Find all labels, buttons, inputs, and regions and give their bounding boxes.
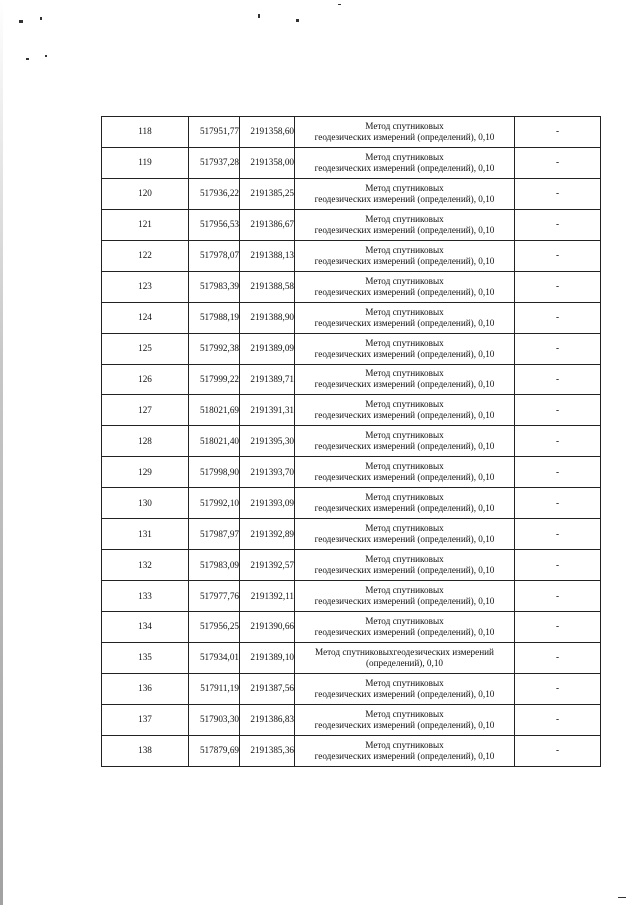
x-coordinate-cell: 517983,09	[189, 550, 240, 581]
x-coordinate-cell: 517956,25	[189, 612, 240, 643]
method-line-2: геодезических измерений (определений), 0,10	[314, 534, 495, 545]
scan-speck	[19, 20, 23, 23]
method-line-1: Метод спутниковых	[365, 213, 444, 224]
note-cell: -	[515, 364, 601, 395]
y-coordinate-cell: 2191386,67	[240, 209, 295, 240]
method-line-2: геодезических измерений (определений), 0,10	[314, 162, 495, 173]
method-cell	[295, 240, 515, 271]
x-coordinate-cell: 517998,90	[189, 457, 240, 488]
method-line-1: Метод спутниковых	[365, 337, 444, 348]
point-number-cell: 128	[102, 426, 189, 457]
point-number-cell: 119	[102, 147, 189, 178]
y-coordinate-cell: 2191392,57	[240, 550, 295, 581]
table-row	[102, 147, 601, 178]
note-cell: -	[515, 240, 601, 271]
x-coordinate-cell: 517936,22	[189, 178, 240, 209]
method-line-1: Метод спутниковых	[365, 554, 444, 565]
y-coordinate-cell: 2191385,36	[240, 735, 295, 766]
method-line-2: геодезических измерений (определений), 0,10	[314, 750, 495, 761]
point-number-cell: 135	[102, 642, 189, 673]
y-coordinate-cell: 2191393,09	[240, 488, 295, 519]
scan-speck	[258, 14, 260, 18]
x-coordinate-cell: 517992,10	[189, 488, 240, 519]
y-coordinate-cell: 2191389,10	[240, 642, 295, 673]
method-cell	[295, 364, 515, 395]
method-line-1: Метод спутниковых	[365, 739, 444, 750]
table-row	[102, 612, 601, 643]
x-coordinate-cell: 517934,01	[189, 642, 240, 673]
table-row	[102, 488, 601, 519]
point-number-cell: 133	[102, 581, 189, 612]
y-coordinate-cell: 2191389,71	[240, 364, 295, 395]
note-cell: -	[515, 117, 601, 148]
table-row	[102, 178, 601, 209]
method-cell	[295, 209, 515, 240]
table-row	[102, 704, 601, 735]
method-cell	[295, 302, 515, 333]
method-cell	[295, 333, 515, 364]
x-coordinate-cell: 517987,97	[189, 519, 240, 550]
note-cell: -	[515, 704, 601, 735]
method-line-2: геодезических измерений (определений), 0,10	[314, 348, 495, 359]
point-number-cell: 125	[102, 333, 189, 364]
scan-speck	[338, 4, 341, 5]
y-coordinate-cell: 2191388,90	[240, 302, 295, 333]
scan-speck	[40, 17, 42, 20]
x-coordinate-cell: 517978,07	[189, 240, 240, 271]
point-number-cell: 121	[102, 209, 189, 240]
method-line-1: Метод спутниковых	[365, 615, 444, 626]
coordinates-table-body	[102, 117, 601, 767]
coordinates-table	[101, 116, 601, 767]
method-line-1: Метод спутниковых	[365, 677, 444, 688]
method-line-1: Метод спутниковых	[365, 708, 444, 719]
method-cell	[295, 395, 515, 426]
y-coordinate-cell: 2191392,11	[240, 581, 295, 612]
table-row	[102, 457, 601, 488]
note-cell: -	[515, 612, 601, 643]
y-coordinate-cell: 2191385,25	[240, 178, 295, 209]
method-cell	[295, 735, 515, 766]
point-number-cell: 134	[102, 612, 189, 643]
note-cell: -	[515, 735, 601, 766]
method-line-2: геодезических измерений (определений), 0,10	[314, 286, 495, 297]
x-coordinate-cell: 518021,69	[189, 395, 240, 426]
table-row	[102, 240, 601, 271]
point-number-cell: 137	[102, 704, 189, 735]
method-cell	[295, 673, 515, 704]
table-row	[102, 302, 601, 333]
method-cell	[295, 178, 515, 209]
point-number-cell: 126	[102, 364, 189, 395]
x-coordinate-cell: 517977,76	[189, 581, 240, 612]
table-row	[102, 117, 601, 148]
point-number-cell: 127	[102, 395, 189, 426]
y-coordinate-cell: 2191391,31	[240, 395, 295, 426]
method-cell	[295, 581, 515, 612]
table-row	[102, 642, 601, 673]
method-line-1: Метод спутниковых	[365, 182, 444, 193]
scan-edge-shadow	[0, 0, 3, 905]
method-line-1: Метод спутниковых	[365, 306, 444, 317]
note-cell: -	[515, 147, 601, 178]
y-coordinate-cell: 2191392,89	[240, 519, 295, 550]
method-line-2: геодезических измерений (определений), 0,10	[314, 379, 495, 390]
method-cell	[295, 488, 515, 519]
method-line-2: геодезических измерений (определений), 0,10	[314, 565, 495, 576]
scan-speck	[296, 19, 299, 22]
table-row	[102, 519, 601, 550]
point-number-cell: 123	[102, 271, 189, 302]
y-coordinate-cell: 2191390,66	[240, 612, 295, 643]
point-number-cell: 122	[102, 240, 189, 271]
table-row	[102, 271, 601, 302]
note-cell: -	[515, 333, 601, 364]
method-cell	[295, 612, 515, 643]
method-cell	[295, 457, 515, 488]
x-coordinate-cell: 517903,30	[189, 704, 240, 735]
table-row	[102, 550, 601, 581]
table-row	[102, 426, 601, 457]
y-coordinate-cell: 2191388,58	[240, 271, 295, 302]
x-coordinate-cell: 517988,19	[189, 302, 240, 333]
method-line-1: Метод спутниковых	[365, 461, 444, 472]
note-cell: -	[515, 178, 601, 209]
point-number-cell: 118	[102, 117, 189, 148]
method-cell	[295, 642, 515, 673]
note-cell: -	[515, 581, 601, 612]
method-line-2: геодезических измерений (определений), 0,10	[314, 410, 495, 421]
method-line-1: Метод спутниковых	[365, 523, 444, 534]
method-cell	[295, 147, 515, 178]
y-coordinate-cell: 2191393,70	[240, 457, 295, 488]
method-line-2: геодезических измерений (определений), 0,10	[314, 688, 495, 699]
method-line-2: геодезических измерений (определений), 0,10	[314, 626, 495, 637]
table-row	[102, 364, 601, 395]
method-cell	[295, 519, 515, 550]
method-line-2: геодезических измерений (определений), 0,10	[314, 472, 495, 483]
method-line-2: геодезических измерений (определений), 0,10	[314, 193, 495, 204]
method-line-2: геодезических измерений (определений), 0,10	[314, 131, 495, 142]
x-coordinate-cell: 517951,77	[189, 117, 240, 148]
table-row	[102, 395, 601, 426]
note-cell: -	[515, 673, 601, 704]
note-cell: -	[515, 395, 601, 426]
method-line-1: Метод спутниковых	[365, 368, 444, 379]
point-number-cell: 129	[102, 457, 189, 488]
method-line-1: Метод спутниковых	[365, 120, 444, 131]
method-line-2: геодезических измерений (определений), 0,10	[314, 719, 495, 730]
note-cell: -	[515, 642, 601, 673]
table-row	[102, 209, 601, 240]
point-number-cell: 131	[102, 519, 189, 550]
method-line-1: Метод спутниковых	[365, 244, 444, 255]
note-cell: -	[515, 271, 601, 302]
x-coordinate-cell: 517911,19	[189, 673, 240, 704]
point-number-cell: 132	[102, 550, 189, 581]
table-row	[102, 581, 601, 612]
x-coordinate-cell: 518021,40	[189, 426, 240, 457]
table-row	[102, 735, 601, 766]
method-cell	[295, 271, 515, 302]
method-line-2: геодезических измерений (определений), 0,10	[314, 596, 495, 607]
x-coordinate-cell: 517992,38	[189, 333, 240, 364]
point-number-cell: 138	[102, 735, 189, 766]
method-line-1: Метод спутниковых	[365, 151, 444, 162]
method-line-2: геодезических измерений (определений), 0,10	[314, 441, 495, 452]
method-line-2: геодезических измерений (определений), 0,10	[314, 317, 495, 328]
method-line-2: геодезических измерений (определений), 0,10	[314, 255, 495, 266]
x-coordinate-cell: 517937,28	[189, 147, 240, 178]
method-line-2: геодезических измерений (определений), 0,10	[314, 503, 495, 514]
table-row	[102, 673, 601, 704]
point-number-cell: 124	[102, 302, 189, 333]
method-line-1: Метод спутниковых	[365, 399, 444, 410]
x-coordinate-cell: 517956,53	[189, 209, 240, 240]
table-row	[102, 333, 601, 364]
y-coordinate-cell: 2191389,09	[240, 333, 295, 364]
method-line-1: Метод спутниковых	[365, 430, 444, 441]
note-cell: -	[515, 302, 601, 333]
method-cell	[295, 117, 515, 148]
y-coordinate-cell: 2191386,83	[240, 704, 295, 735]
y-coordinate-cell: 2191388,13	[240, 240, 295, 271]
note-cell: -	[515, 426, 601, 457]
note-cell: -	[515, 488, 601, 519]
method-line-1: Метод спутниковых	[365, 275, 444, 286]
method-line-1: Метод спутниковых	[365, 492, 444, 503]
y-coordinate-cell: 2191358,00	[240, 147, 295, 178]
method-line-2: (определений), 0,10	[365, 657, 444, 668]
scan-speck	[618, 897, 626, 898]
y-coordinate-cell: 2191387,56	[240, 673, 295, 704]
y-coordinate-cell: 2191358,60	[240, 117, 295, 148]
note-cell: -	[515, 457, 601, 488]
note-cell: -	[515, 209, 601, 240]
point-number-cell: 130	[102, 488, 189, 519]
method-cell	[295, 550, 515, 581]
method-cell	[295, 704, 515, 735]
note-cell: -	[515, 550, 601, 581]
method-line-1: Метод спутниковыхгеодезических измерений	[315, 646, 494, 657]
method-cell	[295, 426, 515, 457]
x-coordinate-cell: 517999,22	[189, 364, 240, 395]
x-coordinate-cell: 517983,39	[189, 271, 240, 302]
scan-speck	[26, 58, 29, 60]
scan-speck	[45, 55, 47, 57]
method-line-2: геодезических измерений (определений), 0,10	[314, 224, 495, 235]
point-number-cell: 120	[102, 178, 189, 209]
y-coordinate-cell: 2191395,30	[240, 426, 295, 457]
point-number-cell: 136	[102, 673, 189, 704]
note-cell: -	[515, 519, 601, 550]
method-line-1: Метод спутниковых	[365, 585, 444, 596]
x-coordinate-cell: 517879,69	[189, 735, 240, 766]
